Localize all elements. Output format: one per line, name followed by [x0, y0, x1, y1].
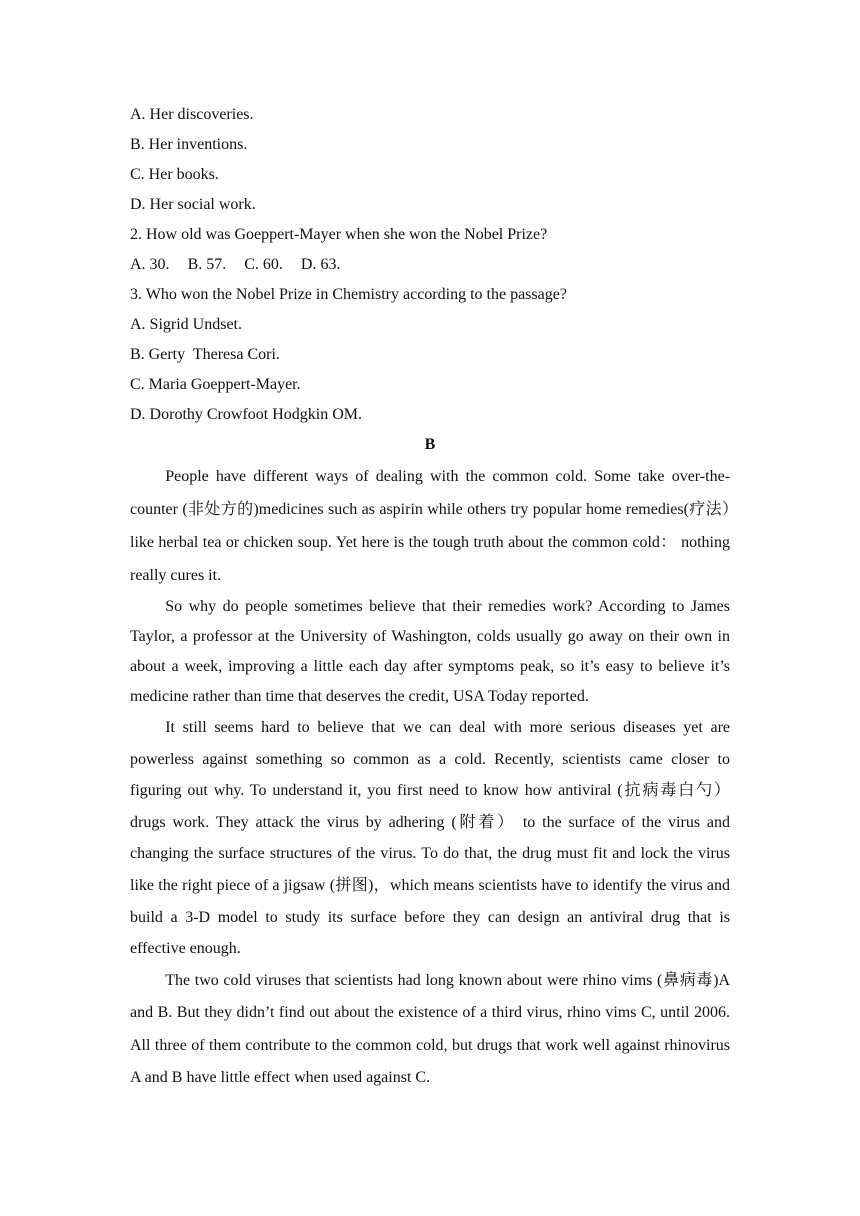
q3-option-a: A. Sigrid Undset. [130, 316, 242, 333]
q1-option-b: B. Her inventions. [130, 136, 248, 153]
q3-option-d: D. Dorothy Crowfoot Hodgkin OM. [130, 406, 362, 423]
q2-option-c: C. 60. [244, 256, 283, 273]
paragraph-2: So why do people sometimes believe that their remedies work? According to James Taylor, a professor at the University of Washington, colds usually go away on their own in about a week, improving a little each day after symptoms peak, so it’s easy to believe it’s medicine rather than time that deserves the credit, USA Today reported. [130, 598, 730, 705]
q1-option-d: D. Her social work. [130, 196, 256, 213]
q3-option-c: C. Maria Goeppert-Mayer. [130, 376, 301, 393]
question-3: 3. Who won the Nobel Prize in Chemistry according to the passage? [130, 286, 567, 303]
document-page [130, 100, 730, 1095]
q2-option-d: D. 63. [300, 256, 341, 273]
section-heading: B [424, 436, 436, 453]
q2-option-a: A. 30. [130, 256, 170, 273]
paragraph-1: People have different ways of dealing with the common cold. Some take over-the-counter (非处方的)medicines such as aspirin while others try popular home remedies(疗法）like herbal tea or chicken soup. Yet here is the tough truth about the common cold： nothing really cures it. [130, 468, 730, 584]
q2-option-b: B. 57. [187, 256, 227, 273]
q2-options [130, 250, 730, 280]
q1-option-c: C. Her books. [130, 166, 219, 183]
paragraph-3: It still seems hard to believe that we can deal with more serious diseases yet are powerless against something so common as a cold. Recently, scientists came closer to figuring out why. To understand it, you first need to know how antiviral (抗病毒白勺） drugs work. They attack the virus by adhering (附着） to the surface of the virus and changing the surface structures of the virus. To do that, the drug must fit and lock the virus like the right piece of a jigsaw (拼图)，which means scientists have to identify the virus and build a 3-D model to study its surface before they can design an antiviral drug that is effective enough. [130, 719, 730, 958]
question-2: 2. How old was Goeppert-Mayer when she won the Nobel Prize? [130, 226, 548, 243]
q3-option-b: B. Gerty Theresa Cori. [130, 346, 280, 363]
q1-option-a: A. Her discoveries. [130, 106, 254, 123]
paragraph-4: The two cold viruses that scientists had long known about were rhino vims (鼻病毒)A and B. But they didn’t find out about the existence of a third virus, rhino vims C, until 2006. All three of them contribute to the common cold, but drugs that work well against rhinovirus A and B have little effect when used against C. [130, 971, 730, 1087]
